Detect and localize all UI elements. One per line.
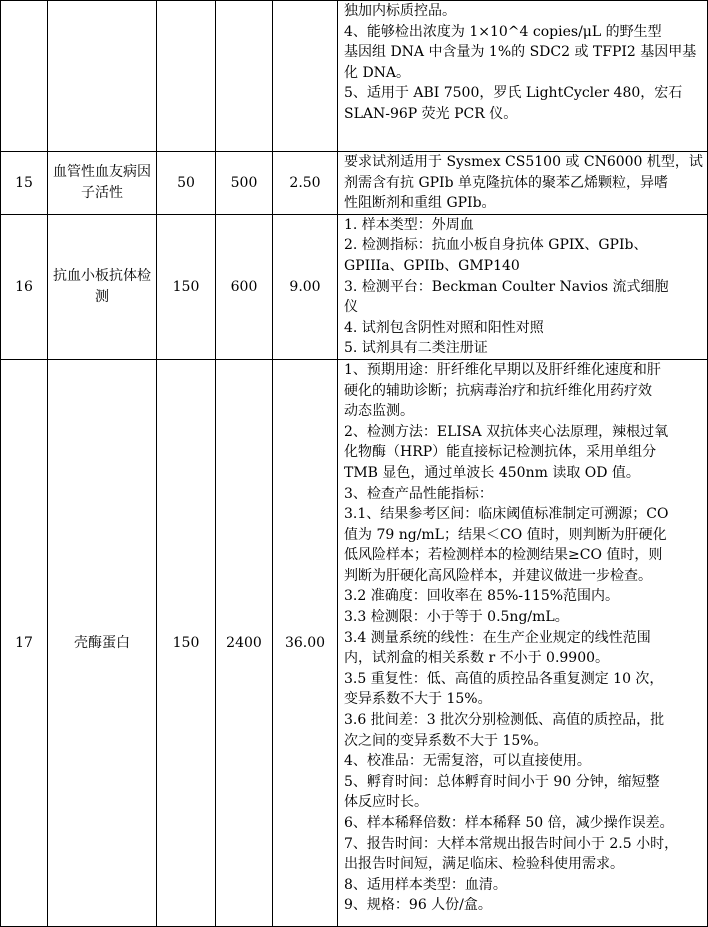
total-amount: 2.50 <box>289 174 321 191</box>
requirement-line: 2、检测方法：ELISA 双抗体夹心法原理，辣根过氧 <box>344 423 669 440</box>
total-amount-cell <box>273 359 338 926</box>
quantity-cell <box>157 1 216 152</box>
requirement-line: 3、检查产品性能指标： <box>344 485 493 502</box>
requirement-line: 2. 检测指标：抗血小板自身抗体 GPIX、GPIb、 <box>344 237 648 254</box>
requirement-line: 1、预期用途：肝纤维化早期以及肝纤维化速度和肝 <box>344 361 661 378</box>
requirement-line: 动态监测。 <box>344 403 414 420</box>
table-row <box>1 1 708 152</box>
unit-price: 500 <box>230 174 258 191</box>
total-amount-cell <box>273 152 338 215</box>
requirement-line: 次之间的变异系数不大于 15%。 <box>344 732 548 749</box>
requirement-line: 仪 <box>344 299 358 316</box>
row-number-cell <box>1 214 48 359</box>
requirement-line: 3. 检测平台：Beckman Coulter Navios 流式细胞 <box>344 278 669 295</box>
requirement-line: 硬化的辅助诊断；抗病毒治疗和抗纤维化用药疗效 <box>344 382 652 399</box>
requirements-cell <box>338 214 708 359</box>
table-row <box>1 214 708 359</box>
item-name-cell <box>48 1 157 152</box>
requirement-line: 5、适用于 ABI 7500，罗氏 LightCycler 480，宏石 <box>344 85 683 102</box>
requirement-line: 4、校准品：无需复溶，可以直接使用。 <box>344 753 591 770</box>
requirement-line: 5、孵育时间：总体孵育时间小于 90 分钟，缩短整 <box>344 773 660 790</box>
item-name-cell <box>48 152 157 215</box>
requirements-cell <box>338 359 708 926</box>
requirement-line: 3.4 测量系统的线性：在生产企业规定的线性范围 <box>344 629 651 646</box>
table-row <box>1 152 708 215</box>
requirement-line: 值为 79 ng/mL；结果＜CO 值时，则判断为肝硬化 <box>344 526 667 543</box>
unit-price-cell <box>216 359 273 926</box>
quantity-cell <box>157 359 216 926</box>
item-name-cell <box>48 214 157 359</box>
requirement-line: 体反应时长。 <box>344 794 428 811</box>
requirement-line: 5. 试剂具有二类注册证 <box>344 340 488 357</box>
requirement-line: 8、适用样本类型：血清。 <box>344 876 507 893</box>
requirement-line: 3.1、结果参考区间：临床阈值标准制定可溯源；CO <box>344 506 669 523</box>
requirements-cell <box>338 152 708 215</box>
table-row <box>1 359 708 926</box>
requirement-line: 出报告时间短，满足临床、检验科使用需求。 <box>344 856 624 873</box>
requirement-line: 判断为肝硬化高风险样本，并建议做进一步检查。 <box>344 567 652 584</box>
total-amount: 9.00 <box>289 278 321 295</box>
requirement-line: 3.2 准确度：回收率在 85%-115%范围内。 <box>344 588 620 605</box>
row-number: 17 <box>15 634 33 651</box>
requirement-line: 9、规格：96 人份/盒。 <box>344 897 492 914</box>
quantity: 150 <box>172 278 200 295</box>
quantity-cell <box>157 214 216 359</box>
item-name-cell <box>48 359 157 926</box>
requirements-cell <box>338 1 708 152</box>
row-number-cell <box>1 152 48 215</box>
unit-price: 600 <box>230 278 258 295</box>
total-amount-cell <box>273 1 338 152</box>
unit-price-cell <box>216 1 273 152</box>
requirement-line: GPIIIa、GPIIb、GMP140 <box>344 257 520 274</box>
requirement-line: 化 DNA。 <box>344 64 411 81</box>
item-name: 壳酶蛋白 <box>74 634 130 651</box>
row-number: 15 <box>15 174 33 191</box>
quantity-cell <box>157 152 216 215</box>
requirement-line: 剂需含有抗 GPIb 单克隆抗体的聚苯乙烯颗粒，异嗜 <box>344 174 668 191</box>
requirement-line: 独加内标质控品。 <box>344 3 456 19</box>
unit-price-cell <box>216 214 273 359</box>
requirement-line: 内，试剂盒的相关系数 r 不小于 0.9900。 <box>344 650 610 667</box>
item-name: 血管性血友病因子活性 <box>53 164 151 201</box>
row-number: 16 <box>15 278 33 295</box>
unit-price: 2400 <box>226 634 262 651</box>
row-number-cell <box>1 359 48 926</box>
requirement-line: 6、样本稀释倍数：样本稀释 50 倍，减少操作误差。 <box>344 815 674 831</box>
requirement-line: 4. 试剂包含阴性对照和阳性对照 <box>344 319 544 336</box>
requirement-line: SLAN-96P 荧光 PCR 仪。 <box>344 105 518 122</box>
quantity: 50 <box>177 174 195 191</box>
quantity: 150 <box>172 634 200 651</box>
requirement-line: 变异系数不大于 15%。 <box>344 691 492 708</box>
requirement-line: 1. 样本类型：外周血 <box>344 216 474 233</box>
requirement-line: 3.5 重复性：低、高值的质控品各重复测定 10 次， <box>344 670 664 687</box>
total-amount: 36.00 <box>284 634 326 651</box>
unit-price-cell <box>216 152 273 215</box>
requirement-line: 基因组 DNA 中含量为 1%的 SDC2 或 TFPI2 基因甲基 <box>344 44 697 61</box>
requirement-line: 7、报告时间：大样本常规出报告时间小于 2.5 小时， <box>344 835 679 852</box>
requirement-line: 4、能够检出浓度为 1×10^4 copies/μL 的野生型 <box>344 23 662 40</box>
row-number-cell <box>1 1 48 152</box>
requirement-line: 化物酶（HRP）能直接标记检测抗体，采用单组分 <box>344 444 657 461</box>
requirement-line: 3.6 批间差：3 批次分别检测低、高值的质控品，批 <box>344 712 665 729</box>
requirement-line: 3.3 检测限：小于等于 0.5ng/mL。 <box>344 609 569 626</box>
requirement-line: 要求试剂适用于 Sysmex CS5100 或 CN6000 机型，试 <box>344 154 703 170</box>
requirement-line: 低风险样本；若检测样本的检测结果≥CO 值时，则 <box>344 547 663 564</box>
total-amount-cell <box>273 214 338 359</box>
requirement-line: TMB 显色，通过单波长 450nm 读取 OD 值。 <box>344 464 640 481</box>
item-name: 抗血小板抗体检测 <box>53 268 151 305</box>
requirement-line: 性阻断剂和重组 GPIb。 <box>344 195 496 212</box>
